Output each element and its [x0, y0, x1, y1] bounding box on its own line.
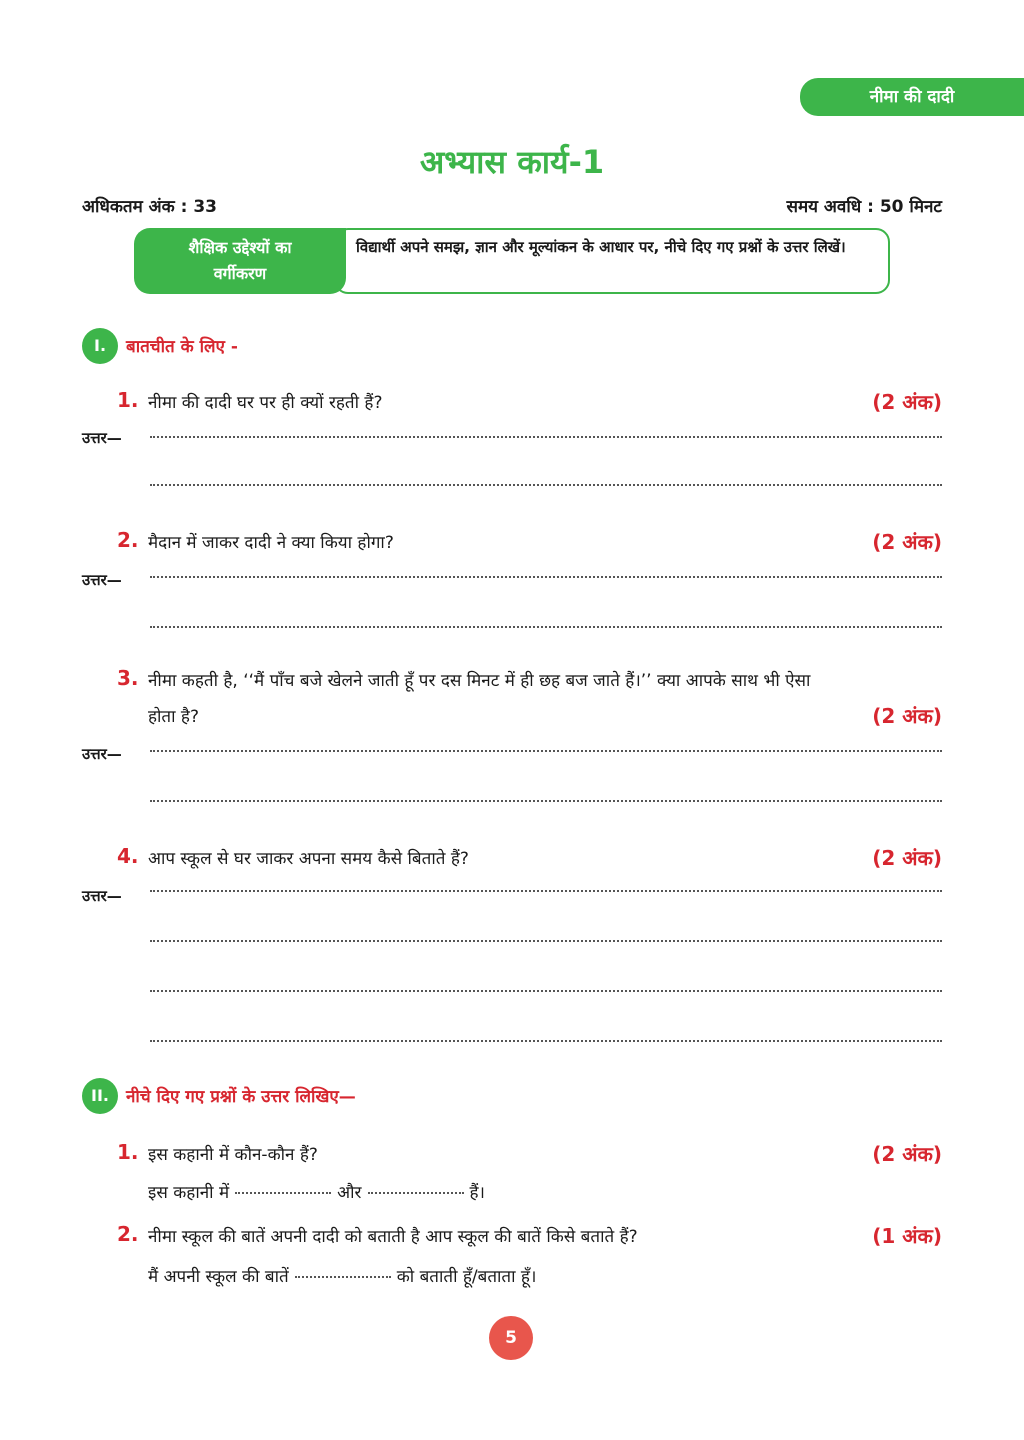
question-text: मैदान में जाकर दादी ने क्या किया होगा?: [148, 533, 394, 553]
page-title: अभ्यास कार्य-1: [419, 143, 605, 181]
question-number: 4.: [117, 844, 139, 868]
answer-label: उत्तर—: [82, 429, 122, 447]
question-text: नीमा स्कूल की बातें अपनी दादी को बताती है आप स्कूल की बातें किसे बताते हैं?: [148, 1227, 638, 1247]
answer-line[interactable]: [150, 436, 942, 438]
question-marks: (2 अंक): [872, 1142, 942, 1166]
fill-text: हैं।: [469, 1183, 485, 1203]
question-number: 2.: [117, 528, 139, 552]
fill-in-sentence: [148, 1264, 536, 1287]
question-marks: (2 अंक): [872, 530, 942, 554]
fill-text: इस कहानी में: [148, 1183, 230, 1203]
objective-label: [134, 228, 346, 294]
time-duration: समय अवधि : 50 मिनट: [786, 197, 942, 217]
page-number: 5: [489, 1316, 533, 1360]
question-text: इस कहानी में कौन-कौन हैं?: [148, 1145, 318, 1165]
answer-line[interactable]: [150, 1040, 942, 1042]
question-number: 1.: [117, 1140, 139, 1164]
question-marks: (2 अंक): [872, 704, 942, 728]
fill-blank[interactable]: [235, 1192, 331, 1194]
answer-line[interactable]: [150, 800, 942, 802]
fill-text: को बताती हूँ/बताता हूँ।: [396, 1267, 537, 1287]
fill-in-sentence: [148, 1180, 485, 1203]
question-text-continued: होता है?: [148, 707, 199, 727]
fill-blank[interactable]: [295, 1276, 391, 1278]
question-text: नीमा की दादी घर पर ही क्यों रहती हैं?: [148, 393, 383, 413]
chapter-tab: नीमा की दादी: [800, 78, 1024, 116]
answer-line[interactable]: [150, 484, 942, 486]
answer-label: उत्तर—: [82, 745, 122, 763]
question-number: 1.: [117, 388, 139, 412]
answer-line[interactable]: [150, 626, 942, 628]
fill-blank[interactable]: [368, 1192, 464, 1194]
answer-line[interactable]: [150, 990, 942, 992]
section-2-badge: II.: [82, 1078, 118, 1114]
question-text: नीमा कहती है, ‘‘मैं पाँच बजे खेलने जाती हूँ पर दस मिनट में ही छह बज जाते हैं।’’ क्या आपके साथ भी ऐसा: [148, 671, 811, 691]
answer-line[interactable]: [150, 576, 942, 578]
section-2-title: नीचे दिए गए प्रश्नों के उत्तर लिखिए—: [126, 1087, 356, 1107]
answer-label: उत्तर—: [82, 887, 122, 905]
answer-line[interactable]: [150, 750, 942, 752]
objective-box: [134, 228, 890, 294]
question-marks: (1 अंक): [872, 1224, 942, 1248]
objective-text: विद्यार्थी अपने समझ, ज्ञान और मूल्यांकन के आधार पर, नीचे दिए गए प्रश्नों के उत्तर लिखें।: [356, 238, 846, 256]
question-text: आप स्कूल से घर जाकर अपना समय कैसे बिताते हैं?: [148, 849, 469, 869]
objective-label-line1: शैक्षिक उद्देश्यों का: [188, 238, 292, 257]
question-marks: (2 अंक): [872, 390, 942, 414]
fill-text: मैं अपनी स्कूल की बातें: [148, 1267, 289, 1287]
answer-label: उत्तर—: [82, 571, 122, 589]
answer-line[interactable]: [150, 890, 942, 892]
section-1-badge: I.: [82, 328, 118, 364]
question-number: 3.: [117, 666, 139, 690]
objective-label-line2: वर्गीकरण: [213, 264, 267, 283]
fill-text: और: [337, 1183, 362, 1203]
section-1-title: बातचीत के लिए -: [126, 337, 238, 357]
question-marks: (2 अंक): [872, 846, 942, 870]
question-number: 2.: [117, 1222, 139, 1246]
max-marks: अधिकतम अंक : 33: [82, 197, 218, 217]
answer-line[interactable]: [150, 940, 942, 942]
